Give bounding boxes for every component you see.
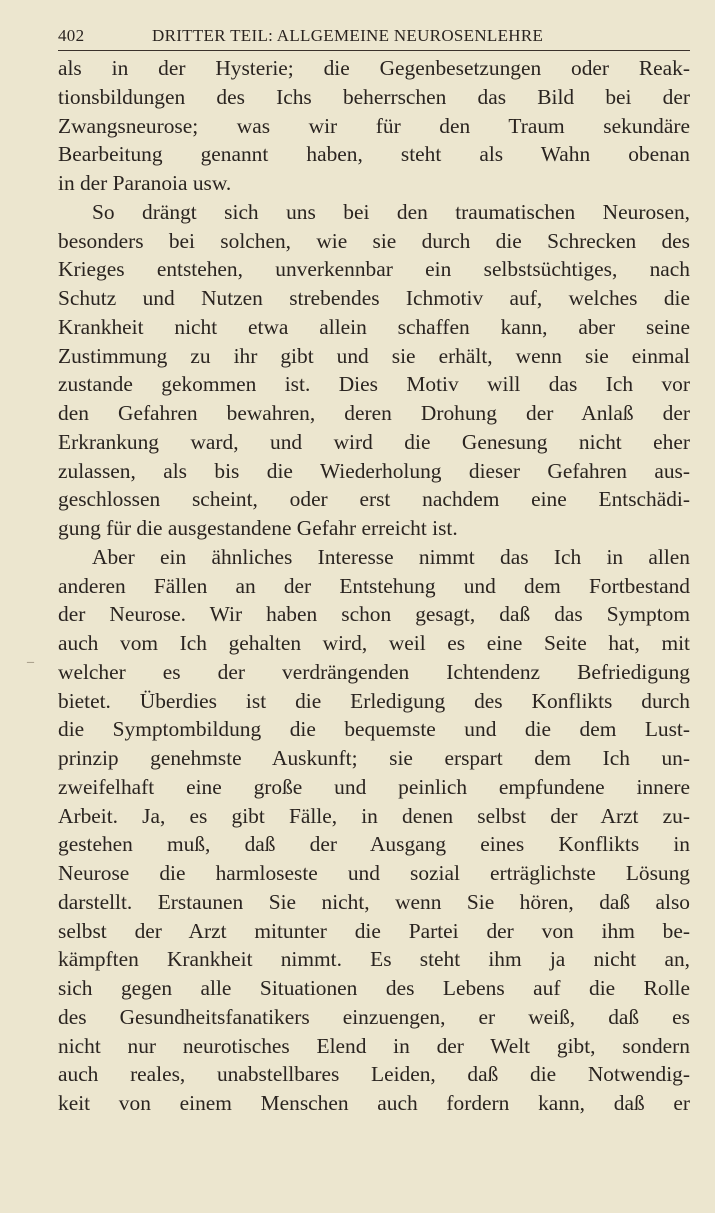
text-line: der Neurose. Wir haben schon gesagt, daß das Symptom <box>58 602 690 627</box>
text-line: Zustimmung zu ihr gibt und sie erhält, wenn sie einmal <box>58 343 690 368</box>
text-line: gestehen muß, daß der Ausgang eines Konflikts in <box>58 832 690 857</box>
text-line: den Gefahren bewahren, deren Drohung der Anlaß der <box>58 401 690 425</box>
text-line: tionsbildungen des Ichs beherrschen das Bild bei der <box>58 84 690 109</box>
text-line: Erkrankung ward, und wird die Genesung nicht eher <box>58 429 690 454</box>
text-line: Neurose die harmloseste und sozial erträglichste Lösung <box>58 861 690 885</box>
text-line: besonders bei solchen, wie sie durch die Schrecken des <box>58 228 690 253</box>
text-line: auch reales, unabstellbares Leiden, daß die Notwendig- <box>58 1062 690 1087</box>
text-line: Zwangsneurose; was wir für den Traum sekundäre <box>58 113 690 138</box>
text-line: anderen Fällen an der Entstehung und dem Fortbestand <box>58 573 690 598</box>
text-line: bietet. Überdies ist die Erledigung des Konflikts durch <box>58 688 690 713</box>
text-line: welcher es der verdrängenden Ichtendenz Befriedigung <box>58 659 690 684</box>
text-line: darstellt. Erstaunen Sie nicht, wenn Sie hören, daß also <box>58 889 690 914</box>
text-line: gung für die ausgestandene Gefahr erreicht ist. <box>58 516 458 540</box>
text-line: als in der Hysterie; die Gegenbesetzungen oder Reak- <box>58 56 690 80</box>
text-line: zustande gekommen ist. Dies Motiv will das Ich vor <box>58 372 690 397</box>
text-line: Arbeit. Ja, es gibt Fälle, in denen selbst der Arzt zu- <box>58 803 690 828</box>
text-line: sich gegen alle Situationen des Lebens auf die Rolle <box>58 976 690 1000</box>
margin-pencil-mark: _ <box>27 650 34 665</box>
running-title: DRITTER TEIL: ALLGEMEINE NEUROSENLEHRE <box>152 26 544 45</box>
text-line: So drängt sich uns bei den traumatischen Neurosen, <box>92 199 690 224</box>
text-line: Schutz und Nutzen strebendes Ichmotiv auf, welches die <box>58 286 690 310</box>
body-text <box>58 54 690 1118</box>
text-line: kämpften Krankheit nimmt. Es steht ihm ja nicht an, <box>58 947 690 972</box>
text-line: prinzip genehmste Auskunft; sie erspart dem Ich un- <box>58 746 690 770</box>
text-line: Aber ein ähnliches Interesse nimmt das Ich in allen <box>92 544 690 569</box>
running-header <box>58 26 690 51</box>
text-line: nicht nur neurotisches Elend in der Welt gibt, sondern <box>58 1033 690 1058</box>
book-page <box>58 26 690 1118</box>
text-line: keit von einem Menschen auch fordern kann, daß er <box>58 1091 690 1115</box>
text-line: in der Paranoia usw. <box>58 171 232 195</box>
text-line: Bearbeitung genannt haben, steht als Wahn obenan <box>58 142 690 167</box>
text-line: zweifelhaft eine große und peinlich empfundene innere <box>58 774 690 799</box>
text-line: auch vom Ich gehalten wird, weil es eine Seite hat, mit <box>58 631 690 655</box>
text-line: Krieges entstehen, unverkennbar ein selbstsüchtiges, nach <box>58 257 690 282</box>
text-line: des Gesundheitsfanatikers einzuengen, er weiß, daß es <box>58 1004 690 1029</box>
text-line: die Symptombildung die bequemste und die dem Lust- <box>58 717 690 742</box>
page-number: 402 <box>58 26 85 45</box>
text-line: selbst der Arzt mitunter die Partei der von ihm be- <box>58 918 690 943</box>
text-line: Krankheit nicht etwa allein schaffen kann, aber seine <box>58 314 690 339</box>
text-line: geschlossen scheint, oder erst nachdem eine Entschädi- <box>58 487 690 512</box>
text-line: zulassen, als bis die Wiederholung dieser Gefahren aus- <box>58 458 690 483</box>
